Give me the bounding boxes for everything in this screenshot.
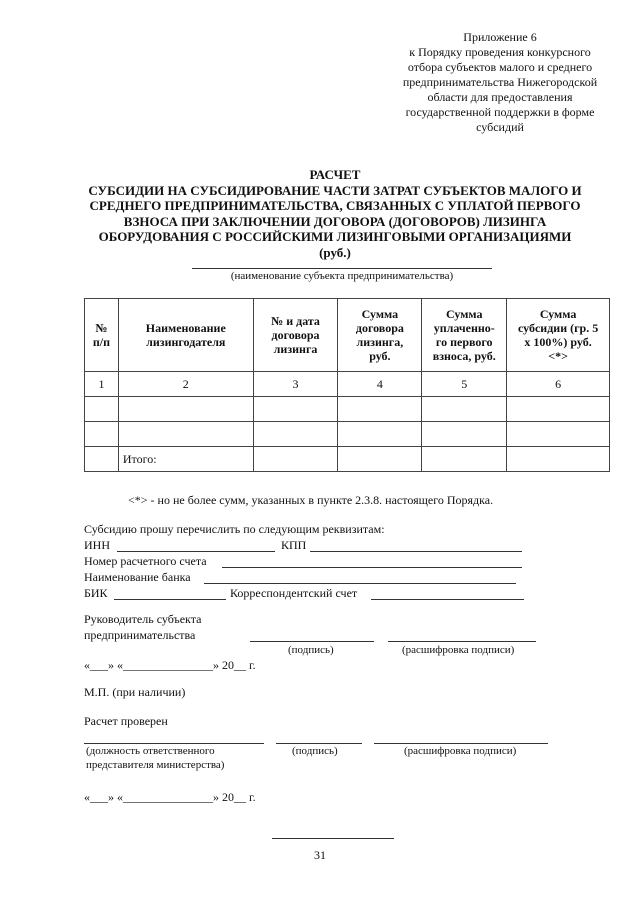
title-line: СРЕДНЕГО ПРЕДПРИНИМАТЕЛЬСТВА, СВЯЗАННЫХ С УПЛАТОЙ ПЕРВОГО <box>89 198 581 213</box>
account-field[interactable] <box>222 567 522 568</box>
table-cell[interactable] <box>253 422 338 447</box>
header-cell: № и дата договора лизинга <box>253 299 338 372</box>
corr-account-field[interactable] <box>371 599 524 600</box>
column-number-cell: 3 <box>253 372 338 397</box>
table-cell[interactable] <box>253 447 338 472</box>
total-label: Итого: <box>118 447 253 472</box>
head-signature-field[interactable] <box>250 641 374 642</box>
table-cell[interactable] <box>507 447 610 472</box>
table-cell[interactable] <box>338 447 422 472</box>
table-cell[interactable] <box>118 397 253 422</box>
decoding-caption: (расшифровка подписи) <box>404 745 517 757</box>
check-date: «___» «_______________» 20__ г. <box>84 790 256 804</box>
position-caption: представителя министерства) <box>86 759 225 771</box>
column-number-cell: 4 <box>338 372 422 397</box>
decoding-caption: (расшифровка подписи) <box>402 644 515 656</box>
column-number-cell: 6 <box>507 372 610 397</box>
column-number-cell: 5 <box>422 372 507 397</box>
head-decoding-field[interactable] <box>388 641 536 642</box>
page-number: 31 <box>314 848 326 862</box>
header-cell: Сумма уплаченно- го первого взноса, руб. <box>422 299 507 372</box>
table-cell <box>85 447 119 472</box>
column-number-row <box>85 372 610 397</box>
appendix-line: к Порядку проведения конкурсного <box>409 45 591 59</box>
table-cell[interactable] <box>338 422 422 447</box>
requisites-intro: Субсидию прошу перечислить по следующим реквизитам: <box>84 522 385 536</box>
check-label: Расчет проверен <box>84 714 168 728</box>
check-signature-field[interactable] <box>276 743 362 744</box>
corr-account-label: Корреспондентский счет <box>230 586 358 600</box>
signature-caption: (подпись) <box>288 644 334 656</box>
table-row <box>85 397 610 422</box>
appendix-line: области для предоставления <box>427 90 573 104</box>
appendix-line: предпринимательства Нижегородской <box>402 75 598 89</box>
table-cell[interactable] <box>507 397 610 422</box>
table-cell[interactable] <box>507 422 610 447</box>
title-line: РАСЧЕТ <box>309 167 361 182</box>
document-title <box>70 167 600 260</box>
table-cell[interactable] <box>118 422 253 447</box>
column-number-cell: 2 <box>118 372 253 397</box>
appendix-line: субсидий <box>476 120 524 134</box>
head-label: предпринимательства <box>84 628 196 642</box>
title-line: СУБСИДИИ НА СУБСИДИРОВАНИЕ ЧАСТИ ЗАТРАТ СУБЪЕКТОВ МАЛОГО И <box>88 182 582 198</box>
inn-field[interactable] <box>117 551 275 552</box>
table-header-row <box>85 299 610 372</box>
kpp-field[interactable] <box>310 551 522 552</box>
appendix-line: государственной поддержки в форме <box>405 105 595 119</box>
bik-label: БИК <box>84 586 108 600</box>
table-cell[interactable] <box>422 397 507 422</box>
kpp-label: КПП <box>281 538 307 552</box>
header-cell: Наименование лизингодателя <box>118 299 253 372</box>
calculation-table <box>84 298 610 472</box>
table-cell[interactable] <box>253 397 338 422</box>
position-caption: (должность ответственного <box>86 745 215 757</box>
inn-label: ИНН <box>84 538 110 552</box>
table-cell[interactable] <box>422 422 507 447</box>
header-cell: Сумма субсидии (гр. 5 х 100%) руб. <*> <box>507 299 610 372</box>
bik-field[interactable] <box>114 599 226 600</box>
head-date: «___» «_______________» 20__ г. <box>84 658 256 672</box>
title-line: (руб.) <box>319 244 351 260</box>
title-line: ОБОРУДОВАНИЯ С РОССИЙСКИМИ ЛИЗИНГОВЫМИ ОРГАНИЗАЦИЯМИ <box>98 229 572 244</box>
table-cell[interactable] <box>422 447 507 472</box>
total-row <box>85 447 610 472</box>
column-number-cell: 1 <box>85 372 119 397</box>
appendix-line: Приложение 6 <box>463 30 537 44</box>
check-decoding-field[interactable] <box>374 743 548 744</box>
stamp-label: М.П. (при наличии) <box>84 685 186 699</box>
appendix-header <box>380 30 620 135</box>
position-field[interactable] <box>84 743 264 744</box>
bank-label: Наименование банка <box>84 570 191 584</box>
head-label: Руководитель субъекта <box>84 612 202 626</box>
table-cell[interactable] <box>338 397 422 422</box>
signature-caption: (подпись) <box>292 745 338 757</box>
subject-name-field <box>192 268 492 269</box>
appendix-line: отбора субъектов малого и среднего <box>407 60 593 74</box>
subject-caption: (наименование субъекта предпринимательства) <box>230 270 454 282</box>
footer-rule <box>272 838 394 839</box>
header-cell: Сумма договора лизинга, руб. <box>338 299 422 372</box>
bank-field[interactable] <box>204 583 516 584</box>
footnote: <*> - но не более сумм, указанных в пункте 2.3.8. настоящего Порядка. <box>128 493 494 507</box>
table-row <box>85 422 610 447</box>
account-label: Номер расчетного счета <box>84 554 207 568</box>
table-cell[interactable] <box>85 397 119 422</box>
title-line: ВЗНОСА ПРИ ЗАКЛЮЧЕНИИ ДОГОВОРА (ДОГОВОРОВ) ЛИЗИНГА <box>123 213 547 229</box>
header-cell: № п/п <box>85 299 119 372</box>
table-cell[interactable] <box>85 422 119 447</box>
